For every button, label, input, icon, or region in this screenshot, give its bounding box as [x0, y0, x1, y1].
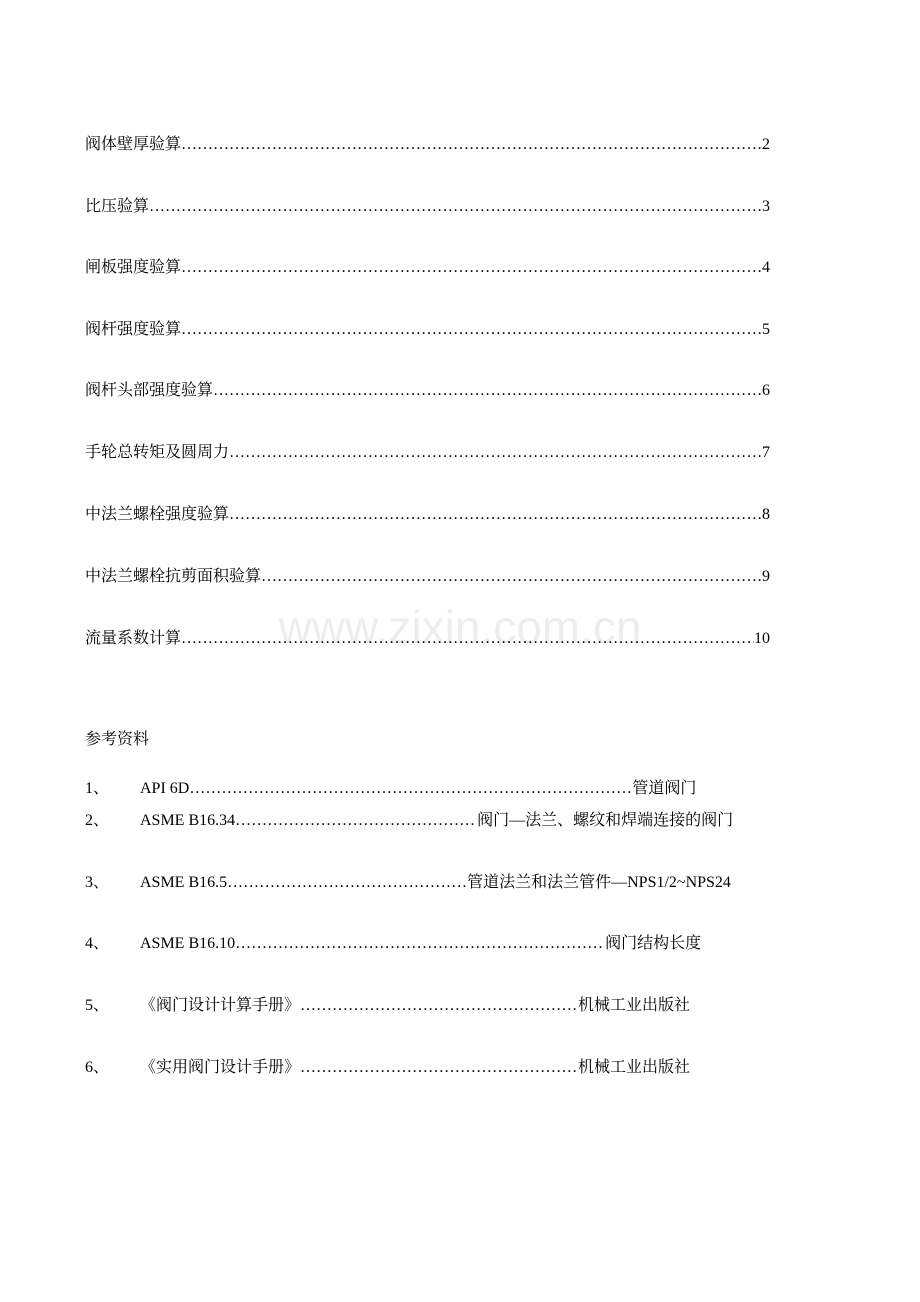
toc-title: 中法兰螺栓抗剪面积验算 [85, 568, 262, 585]
reference-number: 6、 [85, 1059, 110, 1076]
toc-entry[interactable] [85, 443, 770, 463]
toc-leader [181, 135, 762, 155]
reference-description: 机械工业出版社 [578, 997, 691, 1014]
reference-leader [189, 779, 632, 799]
toc-leader [181, 629, 754, 649]
reference-description: 管道法兰和法兰管件—NPS1/2~NPS24 [467, 874, 731, 891]
toc-page-number: 10 [754, 630, 770, 647]
toc-entry[interactable] [85, 320, 770, 340]
reference-description: 阀门—法兰、螺纹和焊端连接的阀门 [477, 812, 734, 829]
toc-leader [181, 258, 762, 278]
toc-page-number: 8 [762, 506, 770, 523]
reference-description: 管道阀门 [632, 780, 697, 797]
toc-title: 闸板强度验算 [85, 259, 182, 276]
toc-page-number: 7 [762, 444, 770, 461]
toc-leader [149, 197, 762, 217]
reference-leader [300, 996, 578, 1016]
toc-title: 阀体壁厚验算 [85, 136, 182, 153]
reference-number: 1、 [85, 780, 110, 797]
toc-title: 阀杆头部强度验算 [85, 382, 214, 399]
reference-name: ASME B16.10 [140, 935, 236, 952]
reference-leader [235, 811, 477, 831]
toc-page-number: 4 [762, 259, 770, 276]
reference-name: 《实用阀门设计手册》 [140, 1059, 301, 1076]
reference-leader [300, 1058, 578, 1078]
reference-number: 3、 [85, 874, 110, 891]
toc-page-number: 6 [762, 382, 770, 399]
toc-entry[interactable] [85, 135, 770, 155]
toc-page-number: 3 [762, 198, 770, 215]
toc-entry[interactable] [85, 381, 770, 401]
toc-leader [261, 567, 762, 587]
toc-leader [213, 381, 762, 401]
toc-entry[interactable] [85, 258, 770, 278]
toc-entry[interactable] [85, 567, 770, 587]
reference-number: 2、 [85, 812, 110, 829]
references-heading: 参考资料 [85, 731, 150, 748]
reference-name: ASME B16.5 [140, 874, 228, 891]
reference-number: 4、 [85, 935, 110, 952]
toc-title: 阀杆强度验算 [85, 321, 182, 338]
toc-page-number: 2 [762, 136, 770, 153]
toc-leader [181, 320, 762, 340]
reference-description: 机械工业出版社 [578, 1059, 691, 1076]
reference-name: ASME B16.34 [140, 812, 236, 829]
toc-title: 中法兰螺栓强度验算 [85, 506, 230, 523]
reference-leader [227, 873, 467, 893]
watermark: www.zixin.com.cn [278, 601, 642, 653]
reference-description: 阀门结构长度 [605, 935, 702, 952]
toc-leader [229, 505, 762, 525]
toc-entry[interactable] [85, 629, 770, 649]
toc-title: 比压验算 [85, 198, 150, 215]
toc-entry[interactable] [85, 197, 770, 217]
reference-name: 《阀门设计计算手册》 [140, 997, 301, 1014]
toc-leader [229, 443, 762, 463]
toc-title: 流量系数计算 [85, 630, 182, 647]
toc-entry[interactable] [85, 505, 770, 525]
reference-leader [235, 934, 605, 954]
toc-title: 手轮总转矩及圆周力 [85, 444, 230, 461]
toc-page-number: 9 [762, 568, 770, 585]
reference-name: API 6D [140, 780, 190, 797]
reference-number: 5、 [85, 997, 110, 1014]
toc-page-number: 5 [762, 321, 770, 338]
